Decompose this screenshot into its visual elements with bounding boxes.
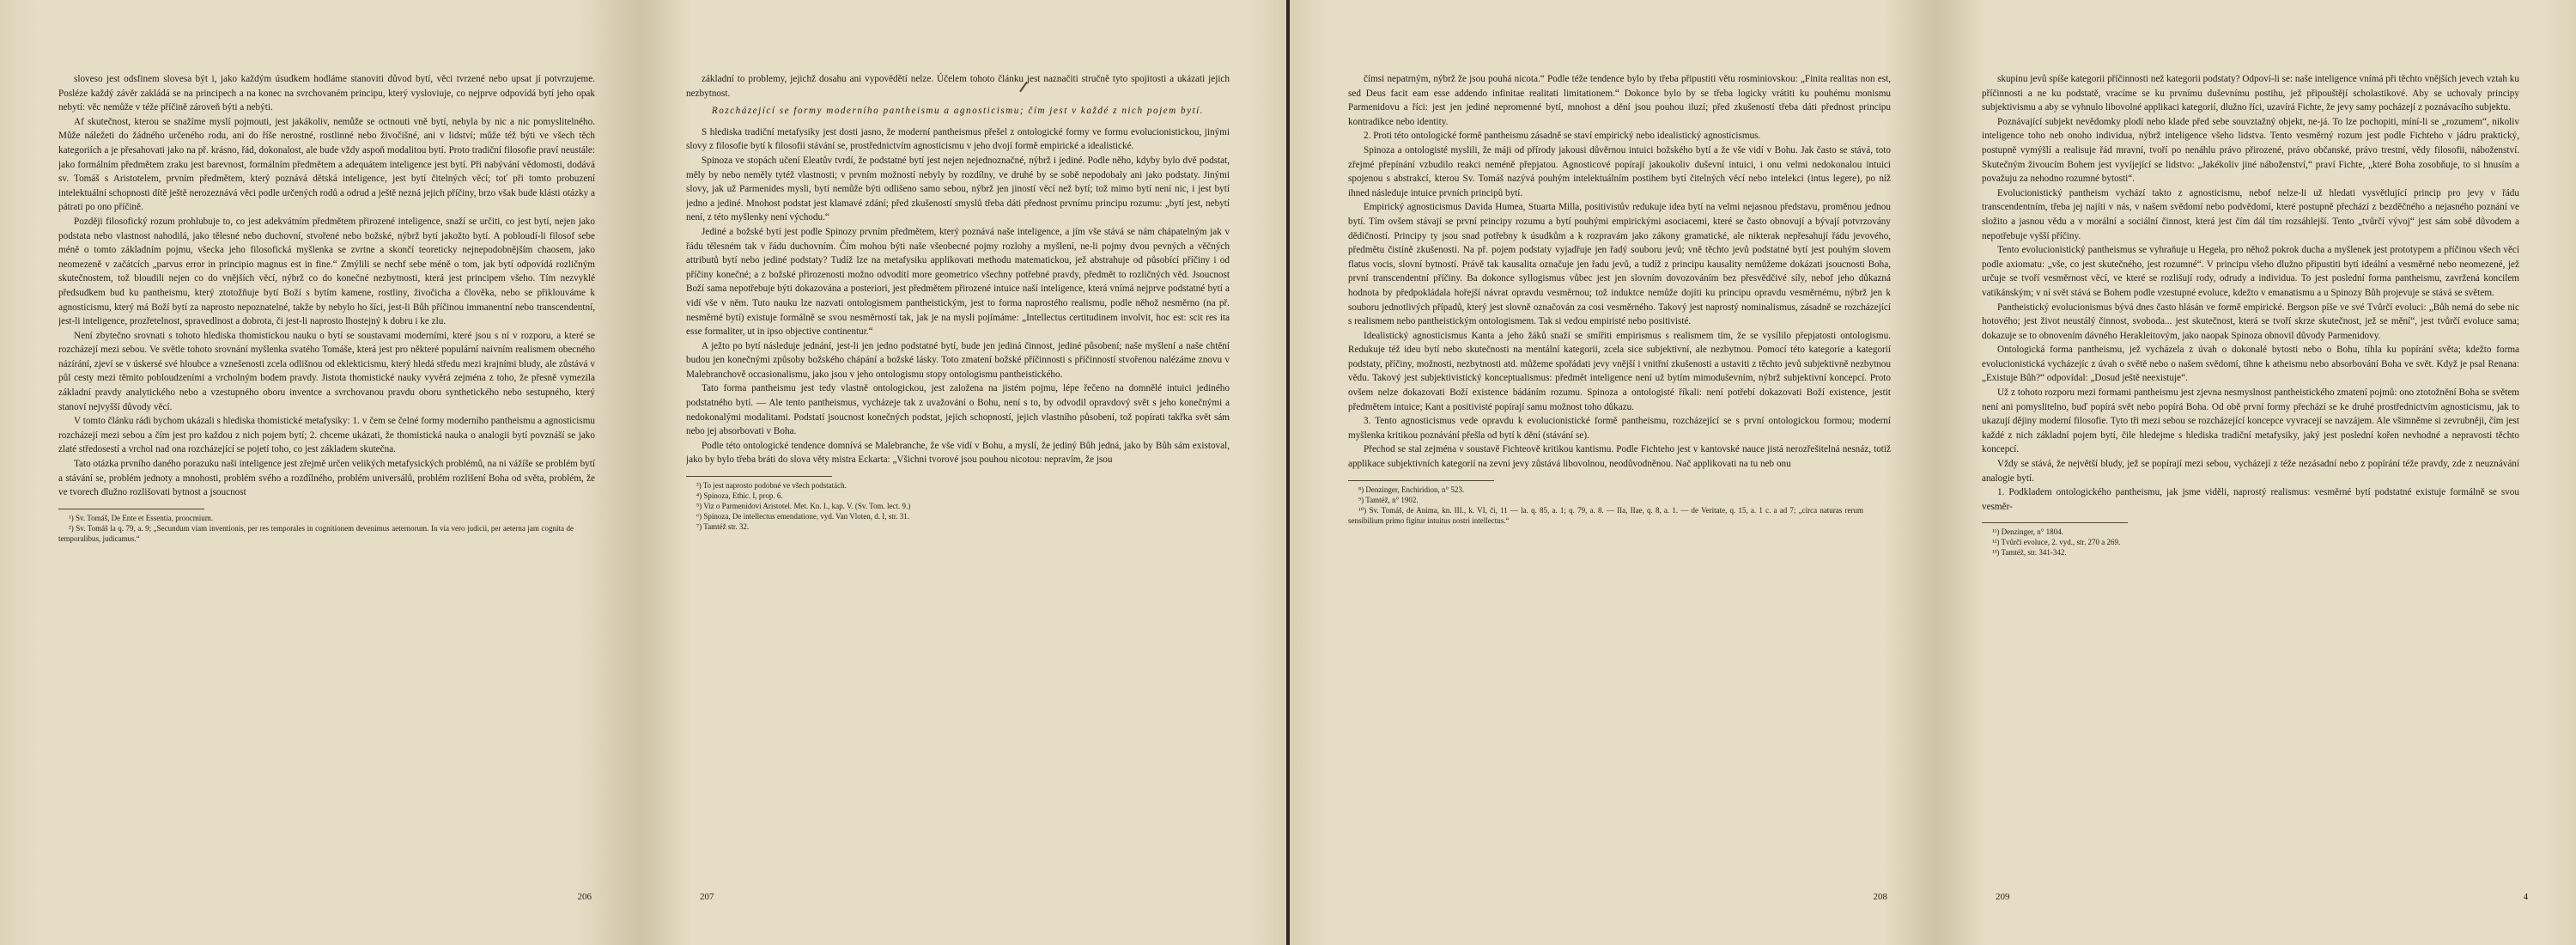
page-body: [1982, 72, 2519, 878]
paragraph: Empirický agnosticismus Davida Humea, Stuarta Milla, positivistův redukuje idea bytí na velmi nejasnou představu, proměnou jednou bytí. Tím ovšem stávají se první principy rozumu a bytí pouhými empirickými asociacemi, které se často obnovují a bývají potvrzovány dědičností. Principy ty jsou snad potřebny k úsudkům a k rozpravám jako zákony gramatické, ale nikterak nepřesahují řádu jevového, předmětu čistíně zkušenosti. Na př. pojem podstaty vyjadřuje jen řadý souboru jevů; vně těchto jevů podstatné bytí jest pouhým slovem flatus vocis, slovní bytností. Právě tak kausalita označuje jen řadu jevů, a tudíž z principu kausality nemůžeme dokázati jsoucnosti Boha, první transcendentní příčiny. Ba dokonce syllogismus vůbec jest jen slovním dovozováním bez přesvědčivé síly, nebof jeho důkazná hodnota by předpokládala hořejší návrat opravdu vesměrnou; tož induktce nemůže dojíti ku principu opravdu vesměrnému, nýbrž jen k souboru jednotlivých případů, který jest slovně označován za cosi vesměrného. Takový jest naprostý nominalismus, zásadně se rozcházející s realismem nebo pantheistickým ontologismem. Tak si vedou empiristé nebo positivisté.: [1348, 202, 1891, 327]
paragraph: Pantheistický evolucionismus bývá dnes často hlásán ve formě empirické. Bergson píše ve své Tvůrčí evoluci: „Bůh nemá do sebe nic hotového; jest život neustálý činnost, svoboda... jest skutečnost, která se tvoří skrze skutečnost, jež se mění“, jest tvůrčí evoluce sama; dokazuje se to obnovením dávného Herakleitovým, jako naopak Spinoza obnovil důvody Parmenidovy.: [1982, 302, 2519, 341]
paragraph: Evolucionistický pantheism vychází takto z agnosticismu, nebof nelze-li už hledati vysvětlující princip pro jevy v řádu transcendentním, třeba jej najíti v nás, v našem svědomí nebo podvědomí, které postupně přechází z bezděčného a nejasného poznání ve složito a jasnou vědu a v morální a sociální činnost, která jest čím dál tím rozsáhlejší. Tento „tvůrčí vývoj“ jest sám sobě důvodem a nepotřebuje vyšší příčiny.: [1982, 187, 2519, 241]
paragraph: Spinoza ve stopách učení Eleatův tvrdí, že podstatné bytí jest nejen nejednoznačné, nýbrž i jediné. Podle něho, kdyby bylo dvě podstat, měly by nebo neměly tytéž vlastnosti; v prvním možností nebyly by rozdílny, ve druhé by se sobě nepodobaly ani jako podstaty. Jinými slovy, jak už Parmenides mysli, bytí nemůže býti odlišeno samo sebou, nýbrž jen jiností věcí než bytí; tož mimo bytí není nic, i jest bytí jedno a jediné. Mnohost podstat jest klamavé zdání; před zkušeností smyslů třeba dáti přednost prvnímu principu rozumu: „bytí jest, nebytí není, z této myšlenky není východu.“: [686, 155, 1230, 223]
footnote: ¹) Sv. Tomáš, De Ente et Essentia, proocmium.: [69, 513, 214, 522]
footnote: ⁷) Tamtéž str. 32.: [696, 522, 750, 532]
footnote: ³) To jest naprosto podobné ve všech podstatách.: [696, 481, 847, 491]
page-body: [686, 72, 1230, 878]
page-206: [0, 0, 640, 945]
paragraph: Podle této ontologické tendence domnívá se Malebranche, že vše vidí v Bohu, a myslí, že jediný Bůh jedná, jako by Bůh sám existoval, jako by bylo třeba bráti do slova věty mistra Eckarta: „Všichni tvorové jsou pouhou nicotou: nepravím, že jsou: [686, 440, 1230, 466]
paragraph: čímsi nepatrným, nýbrž že jsou pouhá nicota.“ Podle téže tendence bylo by třeba připustiti větu rosminiovskou: „Finita realitas non est, sed Deus facit eam esse addendo infinitae realitati limitationem.“ Dokonce bylo by se třeba logicky vrátiti ku pouhému monismu Parmenidovu a říci: jest jen jediné nepromenné bytí, mnohost a dění jsou pouhou iluzí; před zkušeností třeba dáti přednost principu kontradikce nebo identity.: [1348, 74, 1891, 127]
page-number: 209: [1996, 892, 2010, 902]
signature-mark: 4: [2524, 893, 2528, 902]
footnote: ²) Sv. Tomáš la q. 79, a. 9; „Secundum viam inventionis, per res temporales in cognitionem devenimus aeternorum. In via vero judicii, per aeterna jam cognita de temporalibus, judicamus.“: [58, 523, 574, 543]
paragraph: Idealistický agnosticismus Kanta a jeho žáků snaží se smířiti empirismus s realismem tím, že se vysílilo přepjatosti ontologismu. Redukuje též ideu bytí nebo skutečnosti na mentální kategorii, zcela sice subjektivní, ale nezbytnou. Pomocí této kategorie a kategorií podstaty, příčiny, možnosti, nezbytnosti atd. můžeme spořádati jevy vnější i vnitřní zkušenosti a ustaviti z těchto jevů subjektivně nezbytnou vědu. Takový jest subjektivistický konceptualismus: předmět inteligence není už bytím mimoduševním, nýbrž subjektivní koncepcí. Proto ovšem nelze dokazovati Boží existence bádáním rozumu. Spinoza a ontologisté říkali: není potřebí dokazovati Boží existence, jestit předmětem intuice; Kant a positivisté popírají samu možnost toho důkazu.: [1348, 330, 1891, 412]
page-207: [640, 0, 1286, 945]
page-body: [58, 72, 595, 878]
footnote: ⁶) Spinoza, De intellectus emendatione, vyd. Van Vloten, d. I, str. 31.: [696, 512, 910, 521]
book-spread-left: [0, 0, 1286, 945]
paragraph: základní to problemy, jejichž dosahu ani vypovědětí nelze. Účelem tohoto článku jest naznačiti stručně tyto spojitosti a ukázati jejich nezbytnost.: [686, 74, 1230, 99]
paragraph: A ježto po bytí následuje jednání, jest-li jen jedno podstatné bytí, bude jen jediná činnost, jediné působení; naše myšlení a naše chtění budou jen konečnými způsoby božského chápání a božské lásky. Toto zmatení božské příčinnosti s příčinností stvořenou nalézáme znovu v Malebranchově occasionalismu, jako jsou v jeho ontologismu stopy ontologismu pantheistického.: [686, 340, 1230, 380]
footnote: ⁴) Spinoza, Ethic. I, prop. 6.: [696, 491, 783, 501]
book-spread-right: [1290, 0, 2576, 945]
paragraph: Ontologická forma pantheismu, jež vycházela z úvah o dokonalé bytosti nebo o Bohu, tíhla ku popírání světa; kdežto forma evolucionistická vycházejíc z úvah o světě nebo o našem svědomí, tíhne k atheismu nebo absorbování Boha ve svět. Když je psal Renana: „Existuje Bůh?“ odpovídal: „Dosud ještě neexistuje“.: [1982, 344, 2519, 384]
paragraph: 1. Podkladem ontologického pantheismu, jak jsme viděli, naprostý realismus: vesměrné bytí podstatné existuje formálně se svou vesměr-: [1982, 487, 2519, 512]
page-number: 206: [577, 892, 592, 902]
paragraph: Tato forma pantheismu jest tedy vlastně ontologickou, jest založena na jistém pojmu, lépe řečeno na domnělé intuici jediného podstatného bytí. — Ale tento pantheismus, vycházeje tak z uvažování o Bohu, není s to, by odvodil opravdový svět s jeho konečnými a nedokonalými modalitami. Podstatí jsoucnost konečných podstat, jejich schopností, jejich vlastního působení, tož popírati takřka svět sám nebo jej absorbovati v Boha.: [686, 383, 1230, 437]
footnote: ⁵) Viz o Parmenidovi Aristotel. Met. Kn. I., kap. V. (Sv. Tom. lect. 9.): [696, 502, 911, 511]
paragraph: Vždy se stává, že největší bludy, jež se popírají mezi sebou, vycházejí z téže nezásadní nebo z popírání téže pravdy, zde z neuznávání analogie bytí.: [1982, 459, 2519, 484]
page-209: [1935, 0, 2576, 945]
paragraph: 3. Tento agnosticismus vede opravdu k evolucionistické formě pantheismu, rozcházející se s první ontologickou formou; moderní myšlenka kritikou poznávání přešla od bytí k dění (stávání se).: [1348, 416, 1891, 441]
paragraph: Tato otázka prvního daného porazuku naši inteligence jest zřejmě určen velikých metafysických problémů, na ni vážíše se problém bytí a stávání se, problém jednoty a mnohosti, problém svého a rozdílného, problém universálů, problém rozlišení Boha od světa, problém, že ve tvorech dlužno rozlišovati bytnost a jsoucnost: [58, 459, 595, 498]
footnote: ¹¹) Denzinger, n° 1804.: [1992, 527, 2063, 537]
paragraph: Jediné a božské bytí jest podle Spinozy prvním předmětem, který poznává naše inteligence, a jím vše stává se nám chápatelným jak v řádu tělesném tak v řádu duchovním. Čím mohou býti naše všeobecné pojmy rozlohy a myšlení, ne-li pojmy dvou pevných a věčných attributů bytí nebo jediné podstaty? Tudíž lze na metafysiku applikovati methodu matematickou, jež abstrahuje od působící příčiny i od příčiny konečné; a z božské přirozenosti možno odvodití more geometrico všechny potřebné pravdy, předmět to rozličných věd. Jsoucnost Boží sama nepotřebuje býti dokazována a posteriori, jest předmětem přirozené intuice naší inteligence, která vnímá nejprve podstatné bytí a vidí vše v něm. Tuto nauku lze nazvati ontologismem pantheistickým, jest to forma naprostého realismu, podle něhož nesměrno (na př. nesměrné bytí) existuje formálně se svou nesměrností tak, jak je na mysli pojímáme: „Intellectus certitudinem involvit, hoc est: scit res ita esse formaliter, ut in ipso objective continentur.“: [686, 226, 1230, 338]
footnote: ¹²) Tvůrčí evoluce, 2. vyd., str. 270 a 269.: [1992, 538, 2121, 547]
footnote: ¹⁰) Sv. Tomáš, de Anima, kn. III., k. VI, či, 11 — la. q. 85, a. 1; q. 79, a. 8. — IIa, IIae, q. 8, a. 1. — de Veritate, q. 15, a. 1 c. a ad 7; „circa naturas rerum sensibilium primo figitur intuitus nostri intellectus.“: [1348, 505, 1863, 525]
page-body: [1348, 72, 1891, 878]
paragraph: Už z tohoto rozporu mezi formami pantheismu jest zjevna nesmyslnost pantheistického zmatení pojmů: ono ztotožnění Boha se světem není ani pomyslitelno, buď popírá svět nebo popírá Boha. Od obě první formy přechází se ke druhé prostřednictvím agnosticismu, jak to ukazují dějiny moderní filosofie. Tyto tři mezi sebou se rozcházející koncepce vyvracejí se navzájem. Ale všimněme si zevrubněji, čím jest každé z nich základní pojem bytí, čile hledejme s hlediska tradiční metafysiky, jaký jest poslední kořen nevhodné a nepravosti těchto koncepcí.: [1982, 387, 2519, 455]
page-number: 207: [700, 892, 714, 902]
paragraph: Není zbytečno srovnati s tohoto hlediska thomistickou nauku o bytí se soustavami moderními, které jsou s ní v rozporu, a které se rozcházejí mezi sebou. Ve světle tohoto srovnání myšlenka svatého Tomáše, která jest pro některé populární naivním realismem obecného názírání, zjeví se v úskersé své hloubce a vznešenosti zcela odlišnou od eklekticismu, který hledá středu mezi krajními bludy, ale zůstává v půl cesty mezi těmito pobloudzeními a vrcholným bodem pravdy. Jistota thomistické nauky vyvěrá zejména z toho, že přesně vymezila základní pravdy analytického nebo a vzestupného oboru inventce a svrchovanou pravdu oboru synthetického nebo sestupného, který stanoví nejvyšší důvody věcí.: [58, 330, 595, 412]
page-208: [1290, 0, 1935, 945]
footnote: ⁸) Denzinger, Enchiridion, n° 523.: [1358, 485, 1465, 494]
footnote: ¹³) Tamtéž, str. 341-342.: [1992, 548, 2067, 558]
paragraph: Af skutečnost, kterou se snažíme myslí pojmouti, jest jakákoliv, nemůže se octnouti vně bytí, nebyla by nic a nic pomyslitelného. Může náležeti do žádného určeného rodu, ani do říše nerostné, rostlinné nebo živočišné, ani v lidství; může též býti ve všech těch kategoriích a je přesahovati jako na př. krásno, řád, dokonalost, ale bude vždy aspoň modalitou bytí. Proto tradiční filosofie praví neustále: jako formálním předmětem zraku jest barevnost, formálním předmětem a adequátem inteligence jest bytí. Při nabývání vědomosti, dodává sv. Tomáš s Aristotelem, prvním předmětem, který poznává dětská inteligence, jest bytí čitelných věcí; toť při tomto probuzení intelektuální schopnosti dítě ještě nerozeznává věci podle určených rodů a odrud a ještě nezná jejich příčiny, brzo však bude klásti otázky a pátrati po ono příčině.: [58, 116, 595, 213]
paragraph: 2. Proti této ontologické formě pantheismu zásadně se staví empirický nebo idealistický agnosticismus.: [1364, 131, 1761, 142]
footnote: ⁹) Tamtéž, n° 1902.: [1358, 495, 1419, 504]
paragraph: Spinoza a ontologisté myslili, že máji od přírody jakousi důvěrnou intuici božského bytí a že vše vidí v Bohu. Jak často se stává, toto zřejmé přepínání vzbudilo reakci neméně přepjatou. Agnosticové popírají jakoukoliv duševní intuici, i onu velmi nedokonalou intuici spojenou s abstrakcí, kterou Sv. Tomáš nazývá pouhým intelektuálním postihem bytí čitelných věcí nebo intelekci (intus legere), po níž ihned následuje intuice prvních principů bytí.: [1348, 144, 1891, 198]
paragraph: sloveso jest odsfinem slovesa být i, jako každým úsudkem hodláme stanoviti důvod bytí, věci tvrzené nebo upsat jí potvrzujeme. Posléze každý závěr zakládá se na principech a na konec na svrchovaném principu, který vysloviuje, co nejprve odpovídá bytí jeho opak nebytí: věc nemůže v téže příčině zároveň býti a nebýti.: [58, 74, 595, 113]
paragraph: Tento evolucionistický pantheismus se vyhraňuje u Hegela, pro něhož pokrok ducha a myšlenek jest prototypem a příčinou všech věcí podle axiomatu: „vše, co jest skutečného, jest rozumné“. V principu všeho dlužno připustiti bytí ideální a vesměrné nebo neomezené, jež určuje se tvoří vesměrnost věcí, ve které se rozlišují rody, odrudy a individua. To jest poslední forma pantheismu, zavržená koncilem vatikánským; v ní svět stává se Bohem podle vzestupné evoluce, kdežto v emanatismu a u Spinozy Bůh projevuje se stává se světem.: [1982, 245, 2519, 298]
page-number: 208: [1873, 892, 1887, 902]
paragraph: V tomto článku rádi bychom ukázali s hlediska thomistické metafysiky: 1. v čem se čelné formy moderního pantheismu a agnosticismu rozcházejí mezi sebou a čím jest pro každou z nich pojem bytí; 2. chceme ukázati, že thomistická nauka o analogii bytí povznáší se jako zlaté středosestí a vrchol nad ona rozcházející se pojetí toho, co jest základem skutečna.: [58, 416, 595, 455]
paragraph: Poznávající subjekt nevědomky plodí nebo klade před sebe souvztažný objekt, ne-já. To lze pochopiti, míní-li se „rozumem“, nikoliv inteligence toho neb onoho individua, nýbrž inteligence všeho lidstva. Tento vesměrný rozum jest podle Fichteho v jádru praktický, postupně vymýšlí a realisuje řád mravní, tvoří po nenáhlu právo přirozené, právo občanské, právo trestní, vědy filosofii, náboženství. Skutečným živoucím Bohem jest vyvíjející se lidstvo: „Jakékoliv jiné náboženství,“ praví Fichte, „které Boha zosobňuje, to si hnusím a považuju za nehodno rozumné bytosti“.: [1982, 116, 2519, 185]
paragraph: Přechod se stal zejména v soustavě Fichteově kritikou kantismu. Podle Fichteho jest v kantovské nauce jistá nerozřešitelná nesnáz, totiž applikace subjektivních kategorií na zevní jevy zůstává libovolnou, neodůvodněnou. Nač applikovati na tu neb onu: [1348, 444, 1891, 470]
paragraph: Později filosofický rozum prohlubuje to, co jest adekvátním předmětem přirozené inteligence, snaží se určiti, co jest bytí, nejen jako podstata nebo vlastnost nahodilá, jako tělesné nebo duchovní, stvořené nebo božské, nýbrž bytí jakožto bytí. A pobloudí-li filosof sebe méně o tomto základním pojmu, všecka jeho filosofická myšlenka se zvrtne a skončí teoreticky nejnepodobnějším chaosem, jako neomezeně v začátcích „parvus error in principio magnus est in fine.“ Zmýlili se nechf sebe méně o tom, jak bytí odpovídá rozličným skutečnostem, tož bloudili nejen co do vnějších věcí, nýbrž co do konečné nezbytnosti, která jest principem všeho. Tím nezvyklé předsudkem bud ku pantheismu, který ztotožňuje bytí Boží s bytím kamene, rostliny, živočicha a člověka, nebo se přiklouváme k agnosticismu, který má Boží bytí za naprosto nepoznatelné, takže by nebylo ho šíci, jest-li Bůh příčinou immanentní nebo transcendentní, jest-li inteligence, prozřetelnost, spravedlnost a dobrota, či jest-li naprosto lhostejný k dobru i ke zlu.: [58, 216, 595, 327]
section-heading: Rozcházející se formy moderního pantheismu a agnosticismu; čím jest v každé z nich pojem bytí.: [711, 106, 1205, 117]
paragraph: S hlediska tradiční metafysiky jest dosti jasno, že moderní pantheismus přešel z ontologické formy ve formu evolucionistickou, jinými slovy z filosofie bytí k filosofii stávání se, prostřednictvím agnosticismu v jeho dvojí formě empirické a idealistické.: [686, 126, 1230, 152]
paragraph: skupinu jevů spíše kategorii příčinnosti než kategorii podstaty? Odpoví-li se: naše inteligence vnímá při těchto vnějších jevech vztah ku příčinnosti a ne ku podstatě, vracíme se ku prvnímu duševnímu postihu, jež připouštějí scholastikové. Aby se uchovaly principy subjektivismu a aby se vyhnulo libovolné applikaci kategorií, dlužno říci, uzavírá Fichte, že jevy samy pocházejí z poznávacího subjektu.: [1982, 74, 2519, 113]
